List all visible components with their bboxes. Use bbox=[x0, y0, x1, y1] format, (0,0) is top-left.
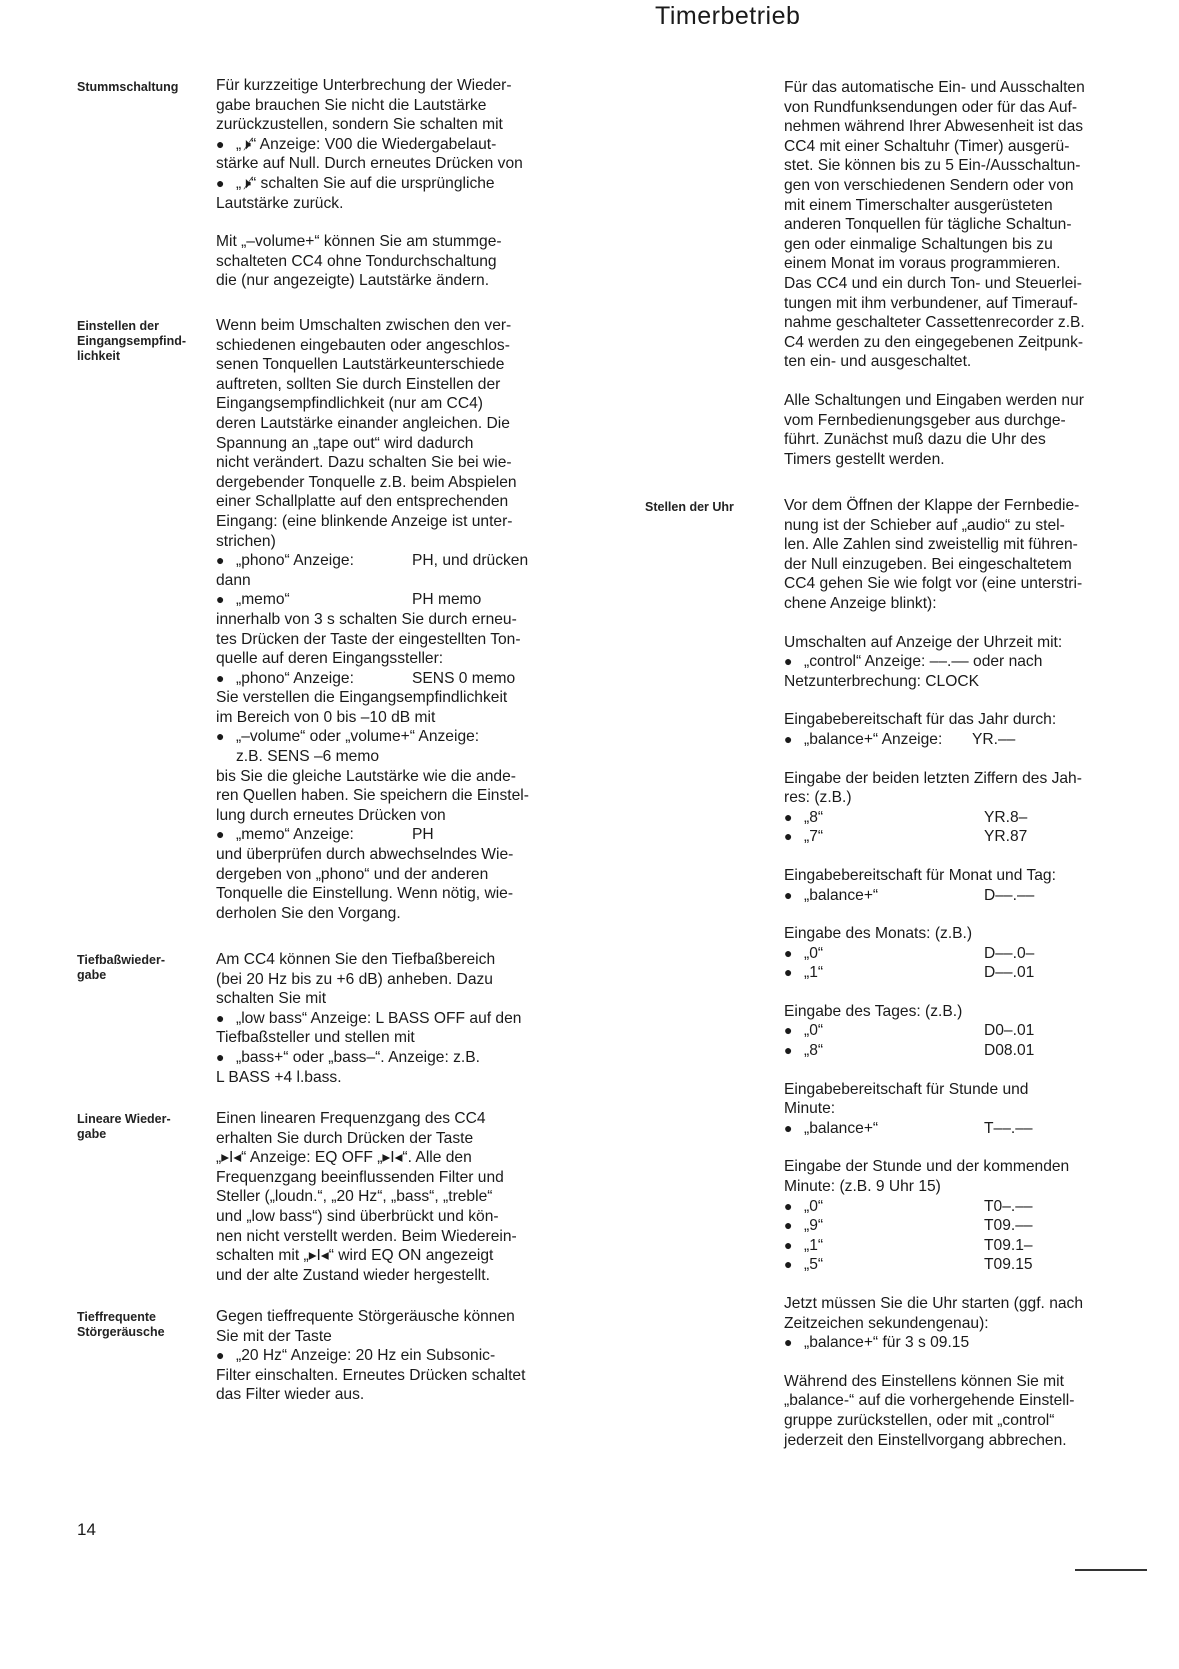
text-line: Das CC4 und ein durch Ton- und Steuerlei- bbox=[784, 274, 1082, 292]
text-line: Mit „–volume+“ können Sie am stummge- bbox=[216, 233, 502, 251]
text-line: jederzeit den Einstellvorgang abbrechen. bbox=[784, 1431, 1067, 1449]
clock-step-label-year-ready: Eingabebereitschaft für das Jahr durch: bbox=[784, 711, 1057, 729]
text-line: nahme geschalteter Cassettenrecorder z.B. bbox=[784, 314, 1085, 332]
text-line: zurückzustellen, sondern Sie schalten mit bbox=[216, 116, 503, 134]
intro-text-1 bbox=[784, 78, 1124, 372]
page-title: Timerbetrieb bbox=[655, 2, 801, 30]
text-line: nehmen während Ihrer Abwesenheit ist das bbox=[784, 118, 1084, 136]
text-line: einem Monat im voraus programmieren. bbox=[784, 255, 1061, 273]
text-line: innerhalb von 3 s schalten Sie durch erneu- bbox=[216, 610, 517, 628]
key-label: „5“ bbox=[804, 1256, 824, 1274]
text-line: Eingabebereitschaft für Stunde und bbox=[784, 1080, 1029, 1098]
text-line: gabe brauchen Sie nicht die Lautstärke bbox=[216, 96, 487, 114]
intro-text-2 bbox=[784, 391, 1124, 469]
text-line: das Filter wieder aus. bbox=[216, 1386, 365, 1404]
text-line: Eingangsempfindlichkeit (nur am CC4) bbox=[216, 395, 483, 413]
text-line: schalten mit „▸I◂“ wird EQ ON angezeigt bbox=[216, 1247, 494, 1265]
side-label-sensitivity bbox=[77, 319, 186, 364]
clock-step-label-time bbox=[784, 1157, 1124, 1196]
key-label: „0“ bbox=[804, 1197, 824, 1215]
clock-time-rows bbox=[784, 1197, 1124, 1275]
key-entry-row bbox=[784, 963, 1124, 983]
mute-volume-text bbox=[216, 232, 556, 291]
key-label: „8“ bbox=[804, 1042, 824, 1060]
sensitivity-step-cont: dann bbox=[216, 571, 251, 589]
section-intro bbox=[784, 78, 1124, 469]
bass-text-3 bbox=[216, 1068, 556, 1088]
text-line: CC4 gehen Sie wie folgt vor (eine unterstri- bbox=[784, 575, 1083, 593]
bass-text-1 bbox=[216, 950, 556, 1009]
text-line: der Null einzugeben. Bei eingeschaltetem bbox=[784, 555, 1072, 573]
display-value: D08.01 bbox=[984, 1042, 1035, 1060]
key-entry-row bbox=[784, 1255, 1124, 1275]
text-line: Timers gestellt werden. bbox=[784, 450, 945, 468]
clock-intro bbox=[784, 496, 1124, 614]
text-line: L BASS +4 l.bass. bbox=[216, 1068, 342, 1086]
clock-start-text bbox=[784, 1294, 1124, 1333]
key-label: „1“ bbox=[804, 964, 824, 982]
key-label: „0“ bbox=[804, 1022, 824, 1040]
section-sensitivity bbox=[216, 316, 556, 923]
text-line: Für kurzzeitige Unterbrechung der Wieder- bbox=[216, 77, 512, 94]
sensitivity-step-phono: ● „phono“ Anzeige: PH, und drücken bbox=[216, 551, 556, 571]
text-line: C4 werden zu den eingegebenen Zeitpunk- bbox=[784, 333, 1084, 351]
text-line: dergebender Tonquelle z.B. beim Abspielen bbox=[216, 473, 517, 491]
text-line: Sie mit der Taste bbox=[216, 1327, 332, 1345]
clock-step-control: ● „control“ Anzeige: ––.–– oder nach bbox=[784, 652, 1124, 672]
text-line: Wenn beim Umschalten zwischen den ver- bbox=[216, 317, 512, 334]
key-entry-row bbox=[784, 808, 1124, 828]
sensitivity-text-1 bbox=[216, 316, 556, 551]
text-line: (bei 20 Hz bis zu +6 dB) anheben. Dazu bbox=[216, 970, 493, 988]
subsonic-text-1 bbox=[216, 1307, 556, 1346]
key-entry-row bbox=[784, 1021, 1124, 1041]
text-line: Eingang: (eine blinkende Anzeige ist unter- bbox=[216, 512, 513, 530]
key-entry-row bbox=[784, 1197, 1124, 1217]
text-line: Eingabe der Stunde und der kommenden bbox=[784, 1158, 1070, 1176]
clock-step-label-month: Eingabe des Monats: (z.B.) bbox=[784, 925, 973, 943]
clock-step-label-time-ready bbox=[784, 1080, 1124, 1119]
side-label-mute: Stummschaltung bbox=[77, 80, 179, 94]
text-line: stärke auf Null. Durch erneutes Drücken von bbox=[216, 155, 523, 173]
text-line: Während des Einstellens können Sie mit bbox=[784, 1372, 1064, 1390]
display-value: D––.0– bbox=[984, 944, 1035, 962]
sensitivity-step-store: ● „memo“ Anzeige: PH bbox=[216, 825, 556, 845]
subsonic-text-2 bbox=[216, 1366, 556, 1405]
text-line: chene Anzeige blinkt): bbox=[784, 594, 937, 612]
side-label-linear bbox=[77, 1112, 171, 1142]
text-line: gabe bbox=[77, 1127, 107, 1141]
text-line: ten ein- und ausgeschaltet. bbox=[784, 353, 972, 371]
clock-step-label-year bbox=[784, 769, 1124, 808]
clock-step-label-display: Umschalten auf Anzeige der Uhrzeit mit: bbox=[784, 633, 1063, 651]
section-clock bbox=[784, 496, 1124, 1450]
text-line: gruppe zurückstellen, oder mit „control“ bbox=[784, 1411, 1055, 1429]
sensitivity-text-4 bbox=[216, 767, 556, 826]
mute-text-2 bbox=[216, 154, 556, 174]
clock-step-month-day-ready: ● „balance+“ D––.–– bbox=[784, 886, 1124, 906]
text-line: lung durch erneutes Drücken von bbox=[216, 806, 446, 824]
text-line: Am CC4 können Sie den Tiefbaßbereich bbox=[216, 951, 496, 968]
text-line: Minute: bbox=[784, 1100, 836, 1118]
subsonic-bullet: ● „20 Hz“ Anzeige: 20 Hz ein Subsonic- bbox=[216, 1346, 556, 1366]
text-line: Spannung an „tape out“ wird dadurch bbox=[216, 434, 474, 452]
sensitivity-step-memo: ● „memo“ PH memo bbox=[216, 590, 556, 610]
text-line: Alle Schaltungen und Eingaben werden nur bbox=[784, 391, 1084, 409]
text-line: gen von verschiedenen Sendern oder von bbox=[784, 176, 1074, 194]
text-line: deren Lautstärke einander angleichen. Die bbox=[216, 414, 510, 432]
text-line: nen nicht verstellt werden. Beim Wiederein- bbox=[216, 1227, 517, 1245]
text-line: und überprüfen durch abwechselndes Wie- bbox=[216, 846, 514, 864]
clock-year-rows bbox=[784, 808, 1124, 847]
text-line: bis Sie die gleiche Lautstärke wie die ande- bbox=[216, 767, 516, 785]
key-label: „0“ bbox=[804, 944, 824, 962]
mute-text-3 bbox=[216, 194, 556, 214]
text-line: Frequenzgang beeinflussenden Filter und bbox=[216, 1168, 504, 1186]
display-value: D0–.01 bbox=[984, 1022, 1035, 1040]
display-value: T09.–– bbox=[984, 1217, 1033, 1235]
text-line: Tieffrequente bbox=[77, 1310, 156, 1324]
key-entry-row bbox=[784, 944, 1124, 964]
text-line: und „low bass“) sind überbrückt und kön- bbox=[216, 1207, 499, 1225]
text-line: schiedenen eingebauten oder angeschlos- bbox=[216, 336, 510, 354]
text-line: nung ist der Schieber auf „audio“ zu stel- bbox=[784, 516, 1065, 534]
sensitivity-step-sens: ● „phono“ Anzeige: SENS 0 memo bbox=[216, 669, 556, 689]
text-line: im Bereich von 0 bis –10 dB mit bbox=[216, 708, 436, 726]
text-line: quelle auf deren Eingangssteller: bbox=[216, 650, 444, 668]
text-line: vom Fernbedienungsgeber aus durchge- bbox=[784, 411, 1066, 429]
display-value: T0–.–– bbox=[984, 1197, 1033, 1215]
text-line: nicht verändert. Dazu schalten Sie bei wie- bbox=[216, 454, 512, 472]
text-line: Lautstärke zurück. bbox=[216, 194, 344, 212]
bass-text-2 bbox=[216, 1028, 556, 1048]
key-label: „9“ bbox=[804, 1217, 824, 1235]
text-line: gen oder einmalige Schaltungen bis zu bbox=[784, 235, 1053, 253]
mute-bullet-1: ● „🕨̸“ Anzeige: V00 die Wiedergabelaut- bbox=[216, 135, 556, 155]
text-line: len. Alle Zahlen sind zweistellig mit führen- bbox=[784, 536, 1078, 554]
text-line: einer Schallplatte auf den entsprechenden bbox=[216, 493, 509, 511]
text-line: „▸I◂“ Anzeige: EQ OFF „▸I◂“. Alle den bbox=[216, 1149, 472, 1167]
text-line: stet. Sie können bis zu 5 Ein-/Ausschaltun- bbox=[784, 157, 1081, 175]
sensitivity-text-2 bbox=[216, 610, 556, 669]
text-line: auftreten, sollten Sie durch Einstellen der bbox=[216, 375, 501, 393]
page-number: 14 bbox=[77, 1520, 96, 1539]
display-value: T09.1– bbox=[984, 1236, 1033, 1254]
text-line: dergeben von „phono“ und der anderen bbox=[216, 865, 489, 883]
key-label: „8“ bbox=[804, 808, 824, 826]
key-label: „7“ bbox=[804, 828, 824, 846]
clock-step-year-ready: ● „balance+“ Anzeige: YR.–– bbox=[784, 730, 1124, 750]
text-line: Eingabe der beiden letzten Ziffern des Jah- bbox=[784, 769, 1082, 787]
key-label: „1“ bbox=[804, 1236, 824, 1254]
text-line: Gegen tieffrequente Störgeräusche können bbox=[216, 1308, 515, 1325]
display-value: YR.87 bbox=[984, 828, 1028, 846]
clock-step-label-day: Eingabe des Tages: (z.B.) bbox=[784, 1002, 963, 1020]
text-line: führt. Zunächst muß dazu die Uhr des bbox=[784, 431, 1046, 449]
text-line: schalten Sie mit bbox=[216, 990, 327, 1008]
text-line: Einen linearen Frequenzgang des CC4 bbox=[216, 1110, 486, 1127]
text-line: gabe bbox=[77, 968, 107, 982]
text-line: von Rundfunksendungen oder für das Auf- bbox=[784, 98, 1078, 116]
text-line: Für das automatische Ein- und Ausschalten bbox=[784, 79, 1085, 96]
clock-step-time-ready: ● „balance+“ T––.–– bbox=[784, 1119, 1124, 1139]
sensitivity-text-5 bbox=[216, 845, 556, 923]
text-line: Jetzt müssen Sie die Uhr starten (ggf. nach bbox=[784, 1295, 1084, 1312]
section-subsonic bbox=[216, 1307, 556, 1405]
display-value: D––.01 bbox=[984, 964, 1035, 982]
text-line: Filter einschalten. Erneutes Drücken schaltet bbox=[216, 1366, 526, 1384]
text-line: Steller („loudn.“, „20 Hz“, „bass“, „treble“ bbox=[216, 1188, 493, 1206]
text-line: ren Quellen haben. Sie speichern die Einstel- bbox=[216, 787, 529, 805]
display-value: YR.8– bbox=[984, 808, 1028, 826]
text-line: senen Tonquellen Lautstärkeunterschiede bbox=[216, 356, 505, 374]
text-line: strichen) bbox=[216, 532, 276, 550]
text-line: Einstellen der bbox=[77, 319, 159, 333]
key-entry-row bbox=[784, 1216, 1124, 1236]
text-line: Tiefbaßsteller und stellen mit bbox=[216, 1029, 415, 1047]
side-label-clock: Stellen der Uhr bbox=[645, 500, 734, 514]
key-entry-row bbox=[784, 1041, 1124, 1061]
clock-day-rows bbox=[784, 1021, 1124, 1060]
sensitivity-step-volume: ● „–volume“ oder „volume+“ Anzeige: bbox=[216, 727, 556, 747]
section-mute bbox=[216, 76, 556, 291]
mute-bullet-2: ● „🕨̸“ schalten Sie auf die ursprüngliche bbox=[216, 174, 556, 194]
linear-text bbox=[216, 1109, 556, 1285]
text-line: res: (z.B.) bbox=[784, 789, 852, 807]
text-line: Tiefbaßwieder- bbox=[77, 953, 165, 967]
sensitivity-step-volume-cont: z.B. SENS –6 memo bbox=[236, 748, 379, 766]
section-linear bbox=[216, 1109, 556, 1285]
text-line: CC4 mit einer Schaltuhr (Timer) ausgerü- bbox=[784, 137, 1070, 155]
clock-month-rows bbox=[784, 944, 1124, 983]
text-line: Zeitzeichen sekundengenau): bbox=[784, 1314, 989, 1332]
text-line: Minute: (z.B. 9 Uhr 15) bbox=[784, 1178, 941, 1196]
text-line: „balance-“ auf die vorhergehende Einstell- bbox=[784, 1392, 1075, 1410]
display-value: T09.15 bbox=[984, 1256, 1033, 1274]
bass-bullet-1: ● „low bass“ Anzeige: L BASS OFF auf den bbox=[216, 1009, 556, 1029]
key-entry-row bbox=[784, 1236, 1124, 1256]
text-line: die (nur angezeigte) Lautstärke ändern. bbox=[216, 272, 490, 290]
text-line: Eingangsempfind- bbox=[77, 334, 187, 348]
text-line: erhalten Sie durch Drücken der Taste bbox=[216, 1129, 474, 1147]
section-bass bbox=[216, 950, 556, 1087]
text-line: Sie verstellen die Eingangsempfindlichkeit bbox=[216, 689, 508, 707]
mute-text-1 bbox=[216, 76, 556, 135]
text-line: Störgeräusche bbox=[77, 1325, 165, 1339]
sensitivity-text-3 bbox=[216, 688, 556, 727]
key-entry-row bbox=[784, 827, 1124, 847]
side-label-bass bbox=[77, 953, 165, 983]
text-line: tes Drücken der Taste der eingestellten Ton- bbox=[216, 630, 521, 648]
clock-step-control-cont: Netzunterbrechung: CLOCK bbox=[784, 672, 980, 690]
text-line: tungen mit ihm verbundener, auf Timerauf- bbox=[784, 294, 1078, 312]
bottom-rule bbox=[1075, 1569, 1147, 1571]
text-line: lichkeit bbox=[77, 349, 121, 363]
clock-final-text bbox=[784, 1372, 1124, 1450]
text-line: derholen Sie den Vorgang. bbox=[216, 904, 401, 922]
text-line: Vor dem Öffnen der Klappe der Fernbedie- bbox=[784, 497, 1080, 514]
clock-step-label-month-day-ready: Eingabebereitschaft für Monat und Tag: bbox=[784, 866, 1056, 884]
text-line: schalteten CC4 ohne Tondurchschaltung bbox=[216, 252, 497, 270]
bass-bullet-2: ● „bass+“ oder „bass–“. Anzeige: z.B. bbox=[216, 1048, 556, 1068]
side-label-subsonic bbox=[77, 1310, 165, 1340]
text-line: Tonquelle die Einstellung. Wenn nötig, wie- bbox=[216, 885, 514, 903]
text-line: mit einem Timerschalter ausgerüsteten bbox=[784, 196, 1053, 214]
text-line: Lineare Wieder- bbox=[77, 1112, 171, 1126]
text-line: anderen Tonquellen für tägliche Schaltun- bbox=[784, 216, 1072, 234]
text-line: und der alte Zustand wieder hergestellt. bbox=[216, 1266, 490, 1284]
clock-step-start: ● „balance+“ für 3 s 09.15 bbox=[784, 1333, 1124, 1353]
